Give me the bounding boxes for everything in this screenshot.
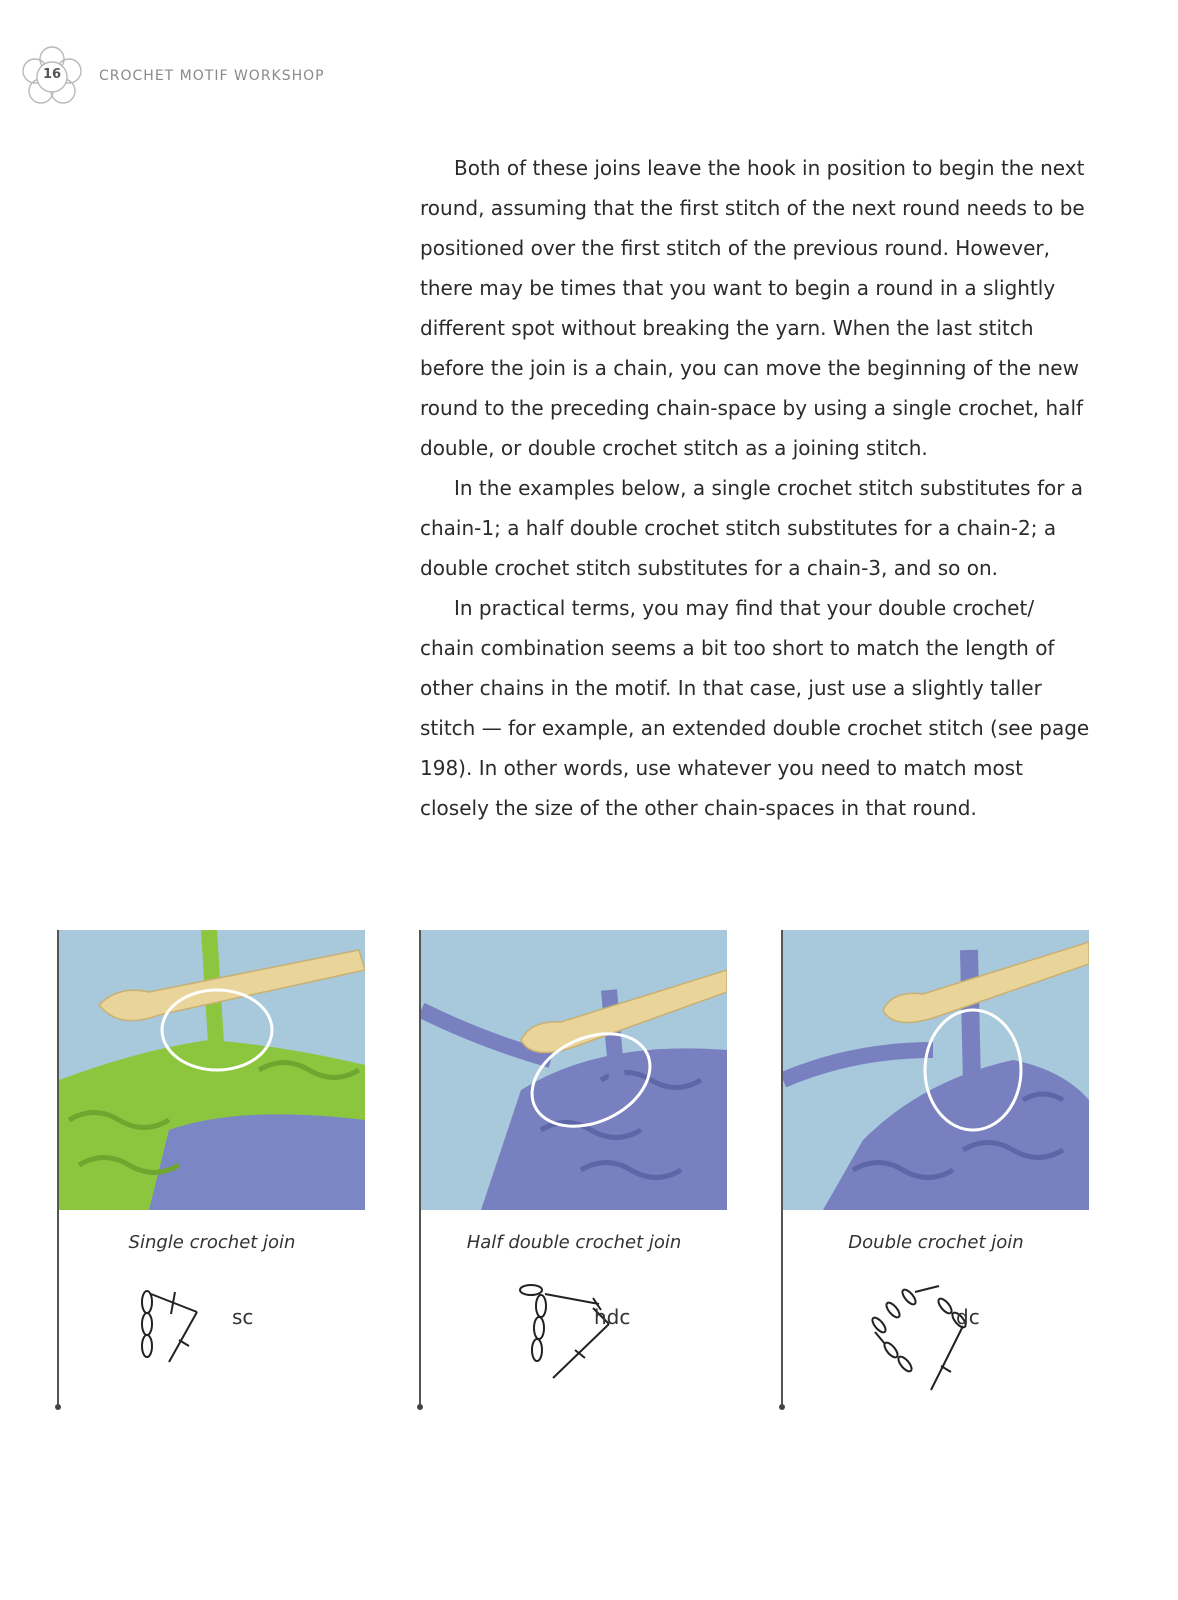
- hdc-symbol-icon: [489, 1280, 619, 1395]
- abbreviation: hdc: [594, 1305, 631, 1329]
- photo-single-crochet-join: [59, 930, 365, 1210]
- body-text: [420, 148, 1090, 828]
- divider-dot: [417, 1404, 423, 1410]
- photo-half-double-crochet-join: [421, 930, 727, 1210]
- caption: Half double crochet join: [466, 1232, 682, 1253]
- caption: Double crochet join: [848, 1232, 1024, 1253]
- sc-symbol-icon: [127, 1280, 257, 1395]
- divider-dot: [779, 1404, 785, 1410]
- divider-dot: [55, 1404, 61, 1410]
- abbreviation: dc: [956, 1305, 980, 1329]
- example-single-crochet: [57, 930, 367, 1410]
- example-half-double-crochet: [419, 930, 729, 1410]
- running-head: CROCHET MOTIF WORKSHOP: [99, 68, 325, 84]
- paragraph: Both of these joins leave the hook in position to begin the next round, assuming that the first stitch of the next round needs to be positioned over the first stitch of the previous round. However, there may be times that you want to begin a round in a slightly different spot without breaking the yarn. When the last stitch before the join is a chain, you can move the beginning of the new round to the preceding chain-space by using a single crochet, half double, or double crochet stitch as a joining stitch.: [420, 156, 1085, 460]
- paragraph: In practical terms, you may find that your double crochet/ chain combination seems a bit too short to match the length of other chains in the motif. In that case, just use a slightly taller stitch — for example, an extended double crochet stitch (see page 198). In other words, use whatever you need to match most closely the size of the other chain-spaces in that round.: [420, 596, 1090, 820]
- abbreviation: sc: [232, 1305, 254, 1329]
- example-double-crochet: [781, 930, 1091, 1410]
- page-number: 16: [42, 67, 62, 82]
- photo-double-crochet-join: [783, 930, 1089, 1210]
- paragraph: In the examples below, a single crochet stitch substitutes for a chain-1; a half double crochet stitch substitutes for a chain-2; a double crochet stitch substitutes for a chain-3, and so on.: [420, 476, 1084, 580]
- caption: Single crochet join: [128, 1232, 296, 1253]
- dc-symbol-icon: [851, 1280, 981, 1395]
- page-header: [20, 45, 440, 115]
